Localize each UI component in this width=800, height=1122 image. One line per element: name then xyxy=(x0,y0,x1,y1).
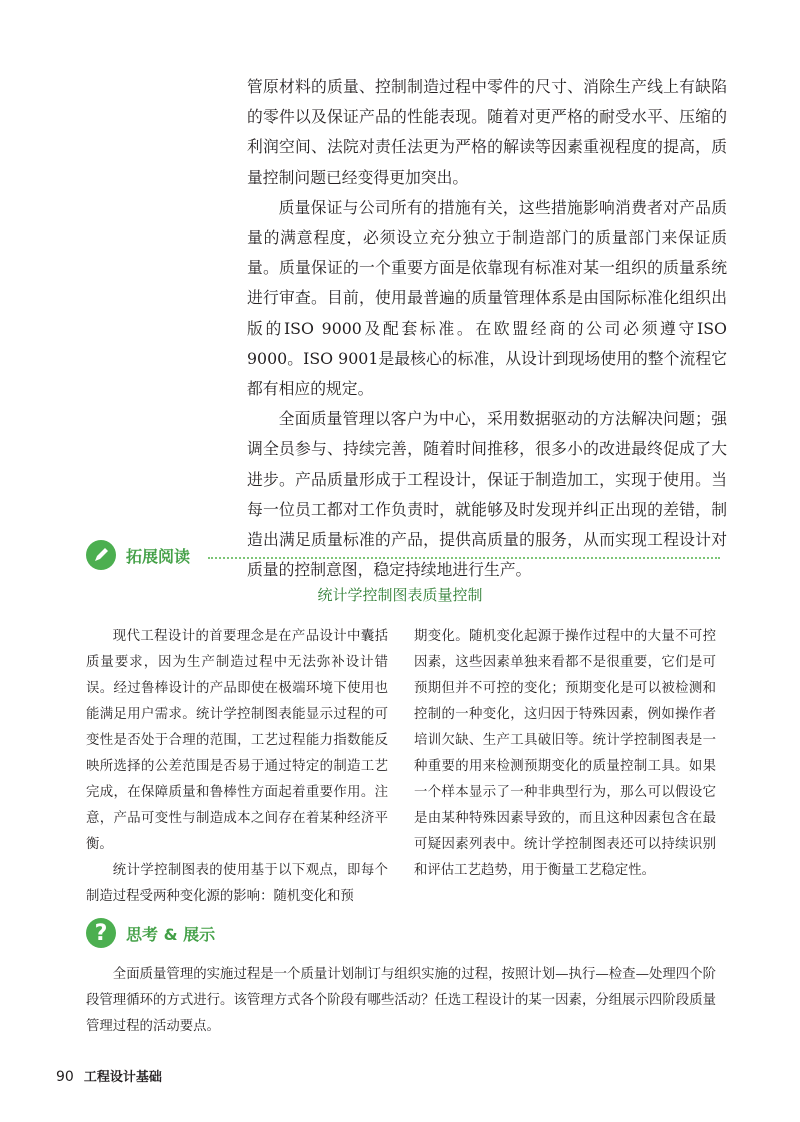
page-footer xyxy=(56,1066,162,1085)
think-show-paragraph: 全面质量管理的实施过程是一个质量计划制订与组织实施的过程，按照计划—执行—检查—处理四个阶段管理循环的方式进行。该管理方式各个阶段有哪些活动？任选工程设计的某一因素，分组展示四阶段质量管理过程的活动要点。 xyxy=(86,967,716,1034)
reading-columns xyxy=(86,624,716,910)
main-paragraph-3: 全面质量管理以客户为中心，采用数据驱动的方法解决问题；强调全员参与、持续完善，随着时间推移，很多小的改进最终促成了大进步。产品质量形成于工程设计，保证于制造加工，实现于使用。当每一位员工都对工作负责时，就能够及时发现并纠正出现的差错，制造出满足质量标准的产品，提供高质量的服务，从而实现工程设计对质量的控制意图，稳定持续地进行生产。 xyxy=(247,409,727,580)
book-title: 工程设计基础 xyxy=(83,1070,162,1085)
reading-right-paragraph-1: 期变化。随机变化起源于操作过程中的大量不可控因素，这些因素单独来看都不是很重要，它们是可预期但并不可控的变化；预期变化是可以被检测和控制的一种变化，这归因于特殊因素，例如操作者培训欠缺、生产工具破旧等。统计学控制图表是一种重要的用来检测预期变化的质量控制工具。如果一个样本显示了一种非典型行为，那么可以假设它是由某种特殊因素导致的，而且这种因素包含在最可疑因素列表中。统计学控制图表还可以持续识别和评估工艺趋势，用于衡量工艺稳定性。 xyxy=(414,629,716,878)
page-number: 90 xyxy=(56,1069,74,1085)
reading-left-paragraph-1: 现代工程设计的首要理念是在产品设计中囊括质量要求，因为生产制造过程中无法弥补设计错误。经过鲁棒设计的产品即使在极端环境下使用也能满足用户需求。统计学控制图表能显示过程的可变性是否处于合理的范围，工艺过程能力指数能反映所选择的公差范围是否易于通过特定的制造工艺完成，在保障质量和鲁棒性方面起着重要作用。注意，产品可变性与制造成本之间存在着某种经济平衡。 xyxy=(86,629,388,852)
reading-right-column xyxy=(414,624,716,910)
main-paragraph-2: 质量保证与公司所有的措施有关，这些措施影响消费者对产品质量的满意程度，必须设立充分独立于制造部门的质量部门来保证质量。质量保证的一个重要方面是依靠现有标准对某一组织的质量系统进行审查。目前，使用最普遍的质量管理体系是由国际标准化组织出版的ISO 9000及配套标准。在欧盟经商的公司必须遵守ISO 9000。ISO 9001是最核心的标准，从设计到现场使用的整个流程它都有相应的规定。 xyxy=(247,197,727,399)
think-show-label: 思考 & 展示 xyxy=(126,924,216,944)
reading-left-paragraph-2: 统计学控制图表的使用基于以下观点，即每个制造过程受两种变化源的影响：随机变化和预 xyxy=(86,863,388,904)
main-paragraph-1: 管原材料的质量、控制制造过程中零件的尺寸、消除生产线上有缺陷的零件以及保证产品的性能表现。随着对更严格的耐受水平、压缩的利润空间、法院对责任法更为严格的解读等因素重视程度的提高，质量控制问题已经变得更加突出。 xyxy=(247,77,727,187)
reading-left-column xyxy=(86,624,388,910)
pencil-icon xyxy=(86,540,116,570)
extended-reading-heading xyxy=(86,538,190,572)
main-body-text xyxy=(247,72,727,585)
question-icon: ? xyxy=(86,918,116,948)
dotted-divider xyxy=(208,557,720,559)
reading-subtitle: 统计学控制图表质量控制 xyxy=(317,586,483,604)
think-show-text xyxy=(86,962,716,1040)
extended-reading-label: 拓展阅读 xyxy=(126,546,191,566)
think-show-heading xyxy=(86,916,215,950)
